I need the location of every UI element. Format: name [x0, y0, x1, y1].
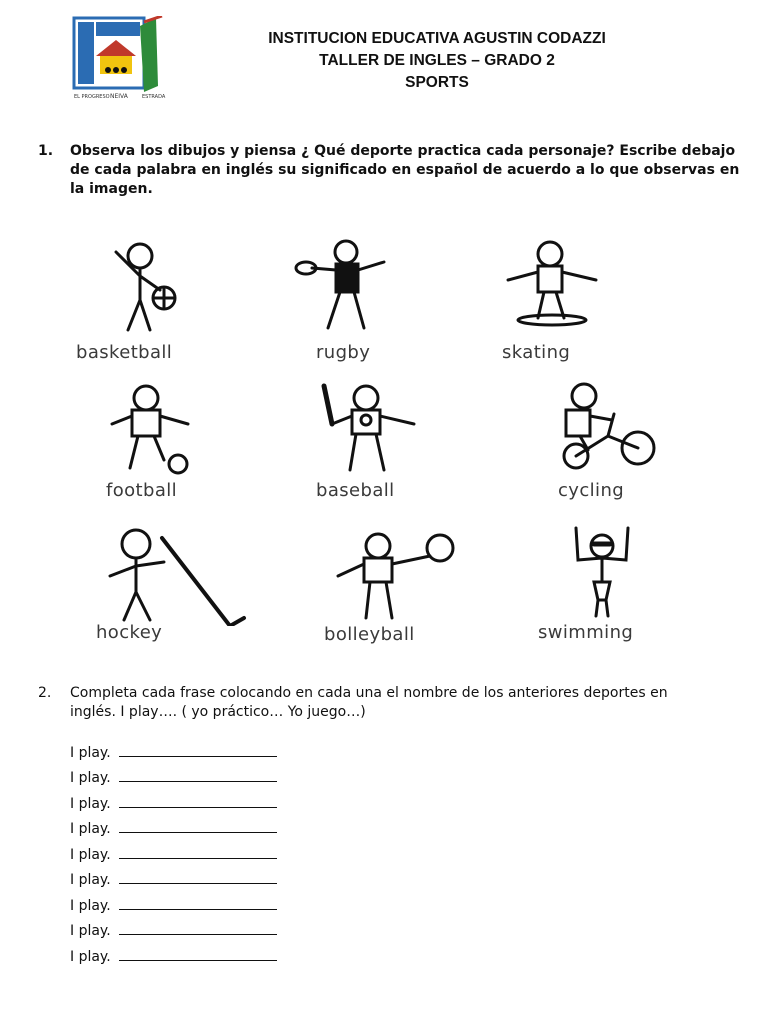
- svg-text:ESTRADA: ESTRADA: [142, 94, 166, 100]
- hockey-player-icon: [100, 526, 250, 626]
- basketball-player-icon: [96, 238, 192, 334]
- school-crest-icon: [66, 16, 168, 106]
- answer-blank[interactable]: [119, 948, 277, 961]
- sport-label: swimming: [538, 622, 634, 643]
- answer-blank[interactable]: [119, 795, 277, 808]
- answer-blank[interactable]: [119, 922, 277, 935]
- cyclist-icon: [552, 380, 664, 476]
- sport-label: skating: [502, 342, 571, 363]
- skater-icon: [498, 236, 608, 332]
- answer-blank[interactable]: [119, 897, 277, 910]
- question-number: 2.: [38, 685, 52, 701]
- rugby-player-icon: [288, 236, 398, 332]
- svg-text:EL PROGRESO: EL PROGRESO: [74, 94, 110, 100]
- fill-in-line: I play.: [70, 795, 277, 812]
- question-text: Completa cada frase colocando en cada una el nombre de los anteriores deportes en inglés. I play…. ( yo práctico… Yo juego…): [70, 685, 668, 720]
- sport-label: bolleyball: [324, 624, 415, 645]
- school-name: INSTITUCION EDUCATIVA AGUSTIN CODAZZI: [268, 30, 606, 47]
- football-player-icon: [96, 382, 206, 478]
- fill-in-line: I play.: [70, 871, 277, 888]
- fill-in-line: I play.: [70, 897, 277, 914]
- answer-blank[interactable]: [119, 871, 277, 884]
- question-text: Observa los dibujos y piensa ¿ Qué deporte practica cada personaje? Escribe debajo de cada palabra en inglés su significado en español de acuerdo a lo que observas en la imagen.: [70, 143, 740, 197]
- baseball-player-icon: [306, 380, 426, 476]
- swimmer-icon: [566, 526, 636, 622]
- fill-in-line: I play.: [70, 846, 277, 863]
- fill-in-line: I play.: [70, 820, 277, 837]
- answer-blank[interactable]: [119, 820, 277, 833]
- sport-label: rugby: [316, 342, 371, 363]
- answer-blank[interactable]: [119, 769, 277, 782]
- sport-label: hockey: [96, 622, 163, 643]
- fill-in-line: I play.: [70, 922, 277, 939]
- fill-in-line: I play.: [70, 744, 277, 761]
- workshop-title: TALLER DE INGLES – GRADO 2: [319, 52, 555, 69]
- sport-label: baseball: [316, 480, 395, 501]
- answer-blank[interactable]: [119, 744, 277, 757]
- sport-label: basketball: [76, 342, 173, 363]
- sport-label: football: [106, 480, 178, 501]
- answer-blank[interactable]: [119, 846, 277, 859]
- topic-title: SPORTS: [405, 74, 469, 91]
- svg-text:NEIVA: NEIVA: [110, 93, 128, 100]
- fill-in-line: I play.: [70, 769, 277, 786]
- question-number: 1.: [38, 143, 54, 159]
- sport-label: cycling: [558, 480, 625, 501]
- worksheet-header: [170, 28, 704, 94]
- fill-in-line: I play.: [70, 948, 277, 965]
- volleyball-player-icon: [332, 526, 462, 622]
